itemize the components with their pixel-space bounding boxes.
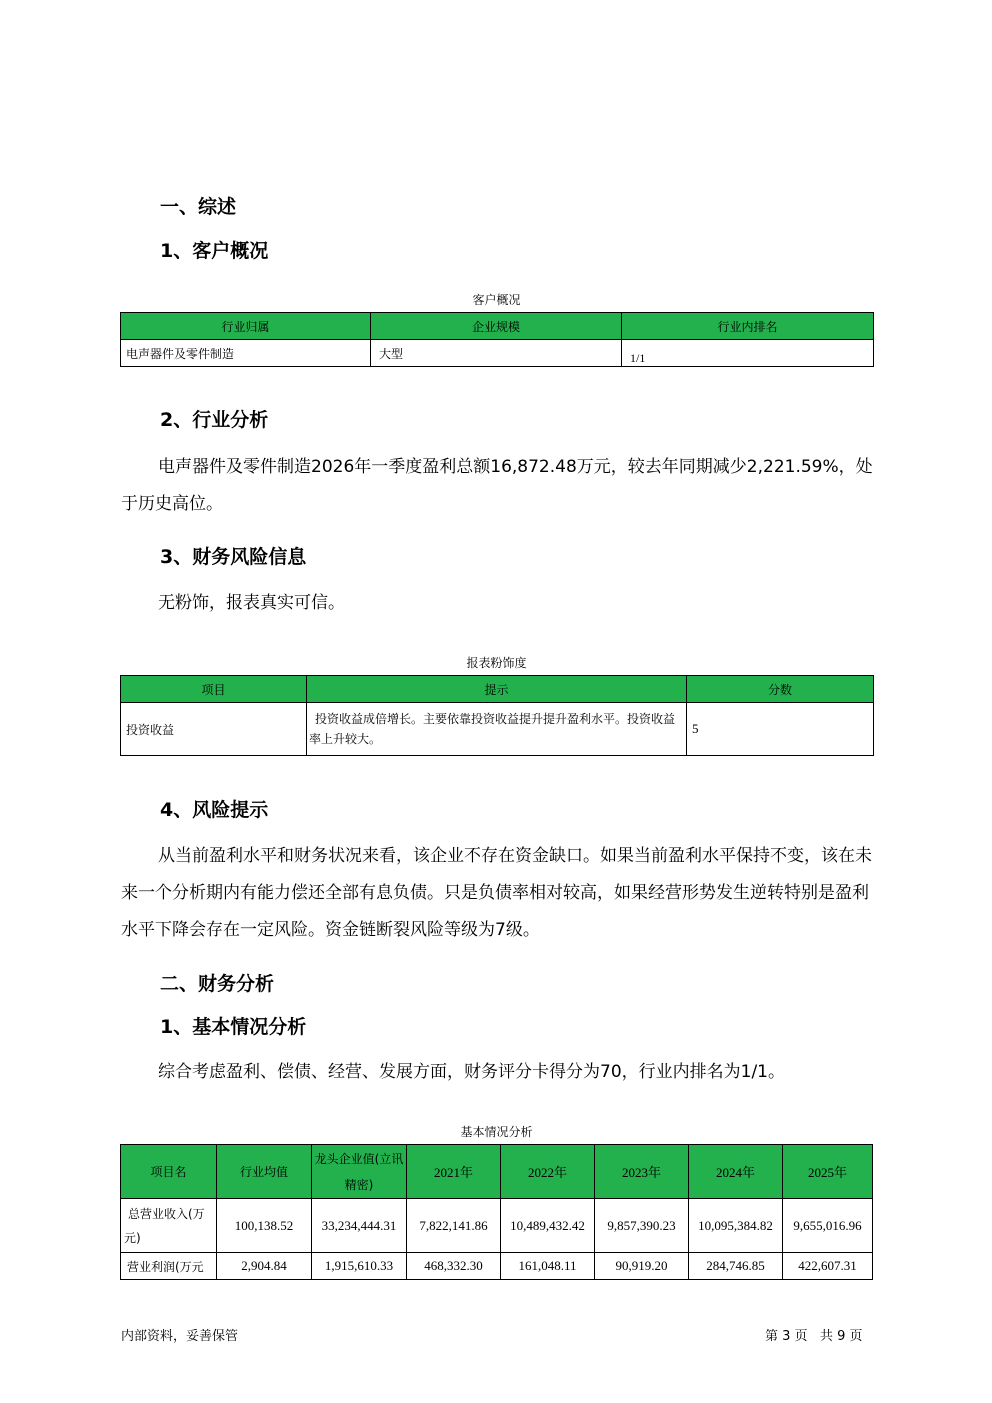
table-cell: 7,822,141.86 <box>407 1199 501 1253</box>
table-cell: 10,095,384.82 <box>689 1199 783 1253</box>
section-heading-overview: 一、综述 <box>160 196 237 218</box>
table-cell: 10,489,432.42 <box>501 1199 595 1253</box>
table-cell: 284,746.85 <box>689 1253 783 1280</box>
footer-confidential-note: 内部资料，妥善保管 <box>121 1329 239 1344</box>
subsection-heading-industry: 2、行业分析 <box>160 409 269 431</box>
footer-page-number: 第 3 页 共 9 页 <box>765 1329 863 1344</box>
paragraph-industry-analysis: 电声器件及零件制造2026年一季度盈利总额16,872.48万元，较去年同期减少2,221.59%，处于历史高位。 <box>121 457 873 514</box>
table-cell: 2,904.84 <box>217 1253 312 1280</box>
table-caption-basic: 基本情况分析 <box>460 1125 533 1139</box>
subsection-heading-financial-risk: 3、财务风险信息 <box>160 546 307 568</box>
paragraph-basic-analysis: 综合考虑盈利、偿债、经营、发展方面，财务评分卡得分为70，行业内排名为1/1。 <box>158 1062 785 1082</box>
table-cell: 总营业收入(万元) <box>121 1199 217 1253</box>
table-header-cell: 分数 <box>687 676 874 703</box>
paragraph-risk-tip: 从当前盈利水平和财务状况来看，该企业不存在资金缺口。如果当前盈利水平保持不变，该在未来一个分析期内有能力偿还全部有息负债。只是负债率相对较高，如果经营形势发生逆转特别是盈利水平下降会存在一定风险。资金链断裂风险等级为7级。 <box>121 846 872 940</box>
table-cell: 1/1 <box>622 340 874 367</box>
subsection-heading-risk-tip: 4、风险提示 <box>160 799 269 821</box>
table-cell: 投资收益 <box>121 703 307 756</box>
table-header-cell: 项目名 <box>121 1145 217 1199</box>
table-cell: 422,607.31 <box>783 1253 873 1280</box>
table-header-cell: 行业内排名 <box>622 313 874 340</box>
table-cell: 33,234,444.31 <box>312 1199 407 1253</box>
customer-overview-table <box>120 312 874 367</box>
table-cell: 大型 <box>371 340 622 367</box>
table-header-cell: 提示 <box>307 676 687 703</box>
table-cell: 100,138.52 <box>217 1199 312 1253</box>
table-cell: 9,655,016.96 <box>783 1199 873 1253</box>
basic-analysis-table <box>120 1144 873 1280</box>
table-header-cell: 2021年 <box>407 1145 501 1199</box>
table-cell: 营业利润(万元 <box>121 1253 217 1280</box>
table-header-cell: 2025年 <box>783 1145 873 1199</box>
table-header-cell: 行业归属 <box>121 313 371 340</box>
table-header-cell: 2024年 <box>689 1145 783 1199</box>
table-cell: 5 <box>687 703 874 756</box>
paragraph-financial-risk: 无粉饰，报表真实可信。 <box>158 593 345 613</box>
subsection-heading-customer: 1、客户概况 <box>160 240 269 262</box>
table-row <box>121 1199 873 1253</box>
table-row <box>121 1253 873 1280</box>
table-header-cell: 龙头企业值(立讯精密) <box>312 1145 407 1199</box>
table-caption-window-dressing: 报表粉饰度 <box>466 656 527 670</box>
table-cell: 90,919.20 <box>595 1253 689 1280</box>
table-cell: 9,857,390.23 <box>595 1199 689 1253</box>
table-header-cell: 项目 <box>121 676 307 703</box>
table-cell: 161,048.11 <box>501 1253 595 1280</box>
table-header-cell: 企业规模 <box>371 313 622 340</box>
table-cell: 投资收益成倍增长。主要依靠投资收益提升提升盈利水平。投资收益率上升较大。 <box>307 703 687 756</box>
table-header-cell: 2022年 <box>501 1145 595 1199</box>
window-dressing-table <box>120 675 874 756</box>
section-heading-financial-analysis: 二、财务分析 <box>160 973 275 995</box>
subsection-heading-basic: 1、基本情况分析 <box>160 1016 307 1038</box>
table-cell: 468,332.30 <box>407 1253 501 1280</box>
table-header-cell: 行业均值 <box>217 1145 312 1199</box>
table-header-cell: 2023年 <box>595 1145 689 1199</box>
table-cell: 1,915,610.33 <box>312 1253 407 1280</box>
table-caption-customer: 客户概况 <box>472 293 521 307</box>
table-cell: 电声器件及零件制造 <box>121 340 371 367</box>
